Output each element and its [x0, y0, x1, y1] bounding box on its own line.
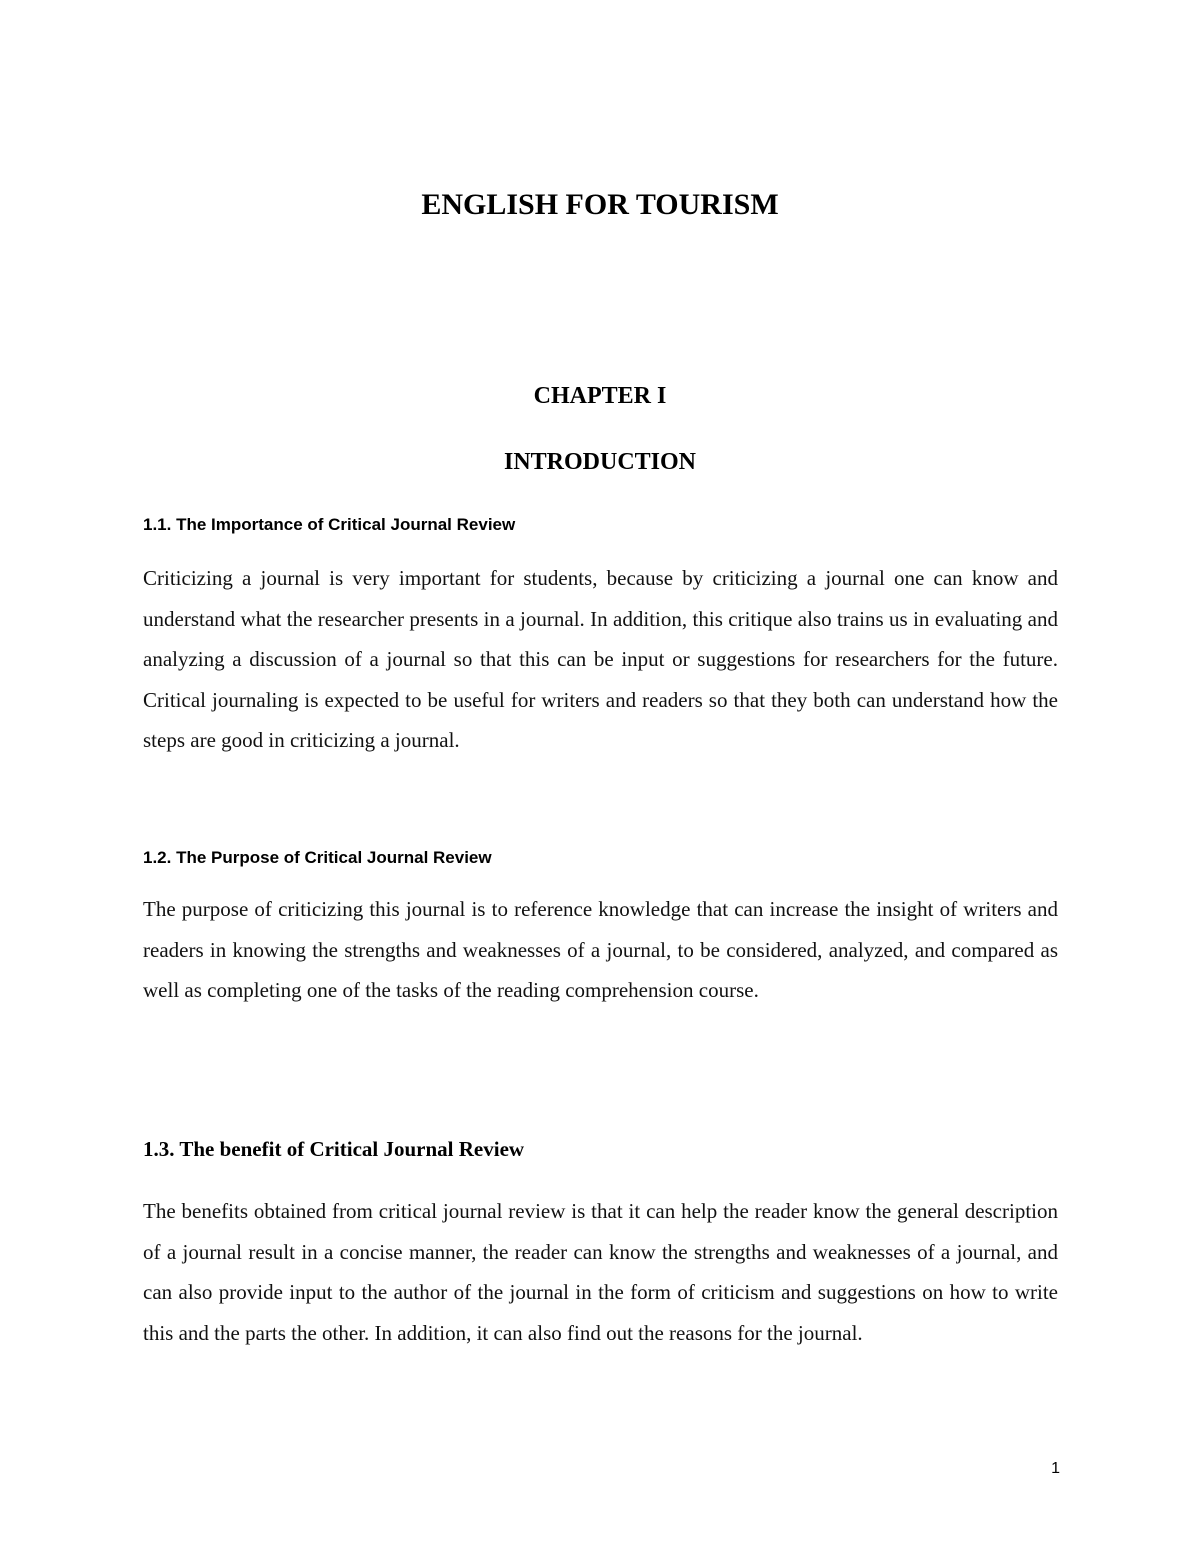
document-title: ENGLISH FOR TOURISM — [421, 188, 779, 221]
page-number: 1 — [1051, 1460, 1060, 1477]
chapter-label: CHAPTER I — [533, 383, 667, 409]
section-heading-benefit: 1.3. The benefit of Critical Journal Review — [143, 1137, 525, 1161]
section-paragraph-purpose: The purpose of criticizing this journal is to reference knowledge that can increase the insight of writers and readers in knowing the strengths and weaknesses of a journal, to be considered, analyzed, and compared as well as completing one of the tasks of the reading comprehension course. — [143, 897, 1058, 1002]
section-paragraph-benefit: The benefits obtained from critical journal review is that it can help the reader know the general description of a journal result in a concise manner, the reader can know the strengths and weaknesses of a journal, and can also provide input to the author of the journal in the form of criticism and suggestions on how to write this and the parts the other. In addition, it can also find out the reasons for the journal. — [143, 1199, 1058, 1345]
section-heading-importance: 1.1. The Importance of Critical Journal Review — [143, 515, 516, 534]
section-heading-purpose: 1.2. The Purpose of Critical Journal Review — [143, 848, 492, 867]
section-paragraph-importance: Criticizing a journal is very important for students, because by criticizing a journal one can know and understand what the researcher presents in a journal. In addition, this critique also trains us in evaluating and analyzing a discussion of a journal so that this can be input or suggestions for researchers for the future. Critical journaling is expected to be useful for writers and readers so that they both can understand how the steps are good in criticizing a journal. — [143, 566, 1058, 752]
chapter-title: INTRODUCTION — [503, 449, 697, 475]
